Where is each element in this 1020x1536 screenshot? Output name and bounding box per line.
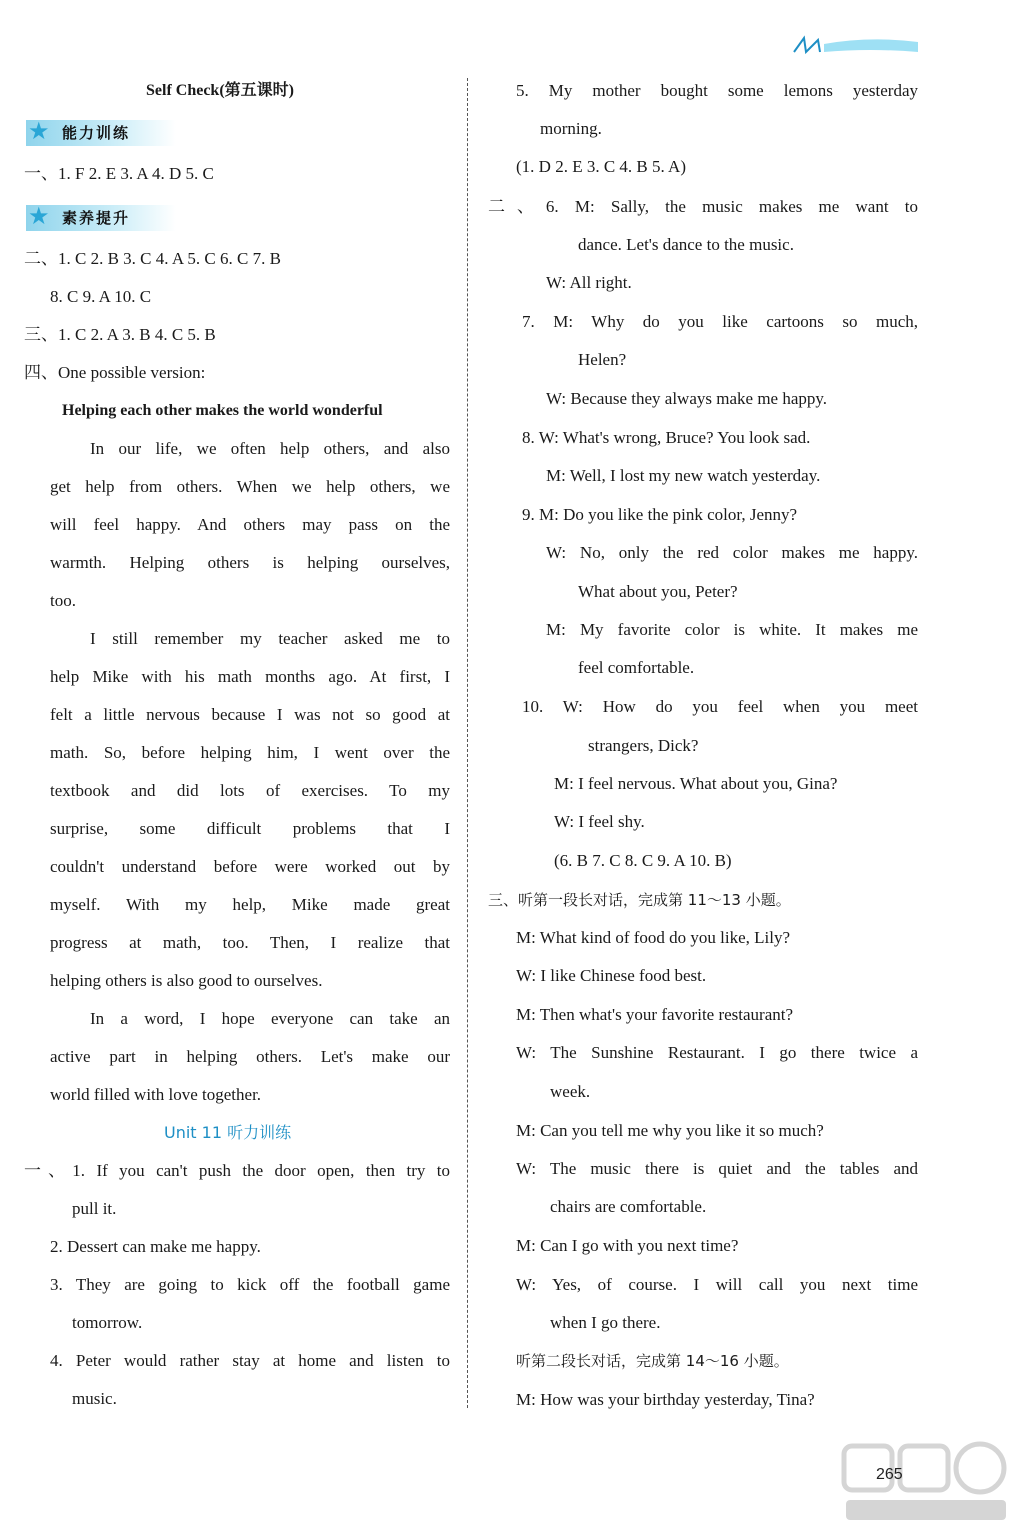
essay-line: world filled with love together.: [50, 1085, 262, 1104]
script-line: 一、1. If you can't push the door open, then try to: [24, 1161, 450, 1180]
essay-line: surprise, some difficult problems that I: [50, 819, 450, 838]
script-line: 4. Peter would rather stay at home and listen to: [50, 1351, 450, 1370]
script-line: W: I like Chinese food best.: [516, 966, 707, 985]
essay-line: get help from others. When we help others, we: [50, 477, 450, 496]
essay-line: warmth. Helping others is helping ourselves,: [50, 553, 450, 572]
answer-key: (1. D 2. E 3. C 4. B 5. A): [516, 157, 686, 176]
script-line: dance. Let's dance to the music.: [578, 235, 794, 254]
section-heading: 听第二段长对话，完成第 14～16 小题。: [516, 1352, 789, 1370]
essay-line: In our life, we often help others, and also: [90, 439, 450, 458]
essay-line: active part in helping others. Let's make our: [50, 1047, 450, 1066]
script-line: chairs are comfortable.: [550, 1197, 707, 1216]
script-line: M: What kind of food do you like, Lily?: [516, 928, 791, 947]
answer-line: 二、1. C 2. B 3. C 4. A 5. C 6. C 7. B: [24, 249, 281, 268]
script-line: when I go there.: [550, 1313, 661, 1332]
script-line: feel comfortable.: [578, 658, 695, 677]
essay-line: progress at math, too. Then, I realize that: [50, 933, 450, 952]
page-title: Self Check(第五课时): [146, 82, 294, 99]
script-line: M: I feel nervous. What about you, Gina?: [554, 774, 838, 793]
page-number: 265: [876, 1466, 903, 1483]
script-line: morning.: [540, 119, 602, 138]
script-line: W: The Sunshine Restaurant. I go there twice a: [516, 1043, 918, 1062]
script-line: W: I feel shy.: [554, 812, 645, 831]
essay-line: I still remember my teacher asked me to: [90, 629, 450, 648]
answer-line: 四、One possible version:: [24, 363, 206, 382]
script-line: 9. M: Do you like the pink color, Jenny?: [522, 505, 798, 524]
script-line: tomorrow.: [72, 1313, 143, 1332]
script-line: music.: [72, 1389, 117, 1408]
script-line: 二、6. M: Sally, the music makes me want to: [488, 197, 918, 216]
essay-line: help Mike with his math months ago. At first, I: [50, 667, 450, 686]
essay-line: helping others is also good to ourselves.: [50, 971, 323, 990]
script-line: 3. They are going to kick off the football game: [50, 1275, 450, 1294]
script-line: M: How was your birthday yesterday, Tina?: [516, 1390, 815, 1409]
answer-key: (6. B 7. C 8. C 9. A 10. B): [554, 851, 732, 870]
header-decoration: [790, 30, 920, 58]
script-line: W: All right.: [546, 273, 632, 292]
script-line: strangers, Dick?: [588, 736, 699, 755]
script-line: 8. W: What's wrong, Bruce? You look sad.: [522, 428, 811, 447]
script-line: week.: [550, 1082, 591, 1101]
star-icon: ★: [28, 119, 50, 145]
essay-line: math. So, before helping him, I went over the: [50, 743, 450, 762]
script-line: M: My favorite color is white. It makes me: [546, 620, 918, 639]
essay-line: textbook and did lots of exercises. To my: [50, 781, 450, 800]
star-icon: ★: [28, 204, 50, 230]
column-divider: [467, 78, 468, 1408]
answer-line: 一、1. F 2. E 3. A 4. D 5. C: [24, 164, 214, 183]
unit-title: Unit 11 听力训练: [164, 1123, 292, 1142]
script-line: M: Then what's your favorite restaurant?: [516, 1005, 794, 1024]
essay-line: too.: [50, 591, 76, 610]
essay-line: couldn't understand before were worked out by: [50, 857, 450, 876]
script-line: What about you, Peter?: [578, 582, 738, 601]
script-line: Helen?: [578, 350, 627, 369]
script-line: pull it.: [72, 1199, 117, 1218]
essay-line: will feel happy. And others may pass on the: [50, 515, 450, 534]
essay-line: In a word, I hope everyone can take an: [90, 1009, 450, 1028]
section-header-literacy: [26, 205, 176, 231]
script-line: 2. Dessert can make me happy.: [50, 1237, 261, 1256]
script-line: W: Yes, of course. I will call you next time: [516, 1275, 918, 1294]
answer-line: 8. C 9. A 10. C: [50, 287, 152, 306]
essay-line: felt a little nervous because I was not so good at: [50, 705, 450, 724]
script-line: W: The music there is quiet and the tables and: [516, 1159, 918, 1178]
script-line: W: No, only the red color makes me happy.: [546, 543, 918, 562]
section-header-ability: [26, 120, 176, 146]
section-label: 能力训练: [62, 124, 131, 142]
script-line: W: Because they always make me happy.: [546, 389, 828, 408]
section-heading: 三、听第一段长对话，完成第 11～13 小题。: [488, 891, 791, 909]
section-label: 素养提升: [62, 209, 131, 227]
script-line: M: Can I go with you next time?: [516, 1236, 739, 1255]
script-line: M: Can you tell me why you like it so much?: [516, 1121, 824, 1140]
script-line: 10. W: How do you feel when you meet: [522, 697, 918, 716]
essay-line: myself. With my help, Mike made great: [50, 895, 450, 914]
script-line: 5. My mother bought some lemons yesterday: [516, 81, 918, 100]
script-line: 7. M: Why do you like cartoons so much,: [522, 312, 918, 331]
essay-title: Helping each other makes the world wonderful: [62, 402, 383, 419]
watermark-logo: [840, 1440, 1010, 1526]
script-line: M: Well, I lost my new watch yesterday.: [546, 466, 821, 485]
answer-line: 三、1. C 2. A 3. B 4. C 5. B: [24, 325, 216, 344]
